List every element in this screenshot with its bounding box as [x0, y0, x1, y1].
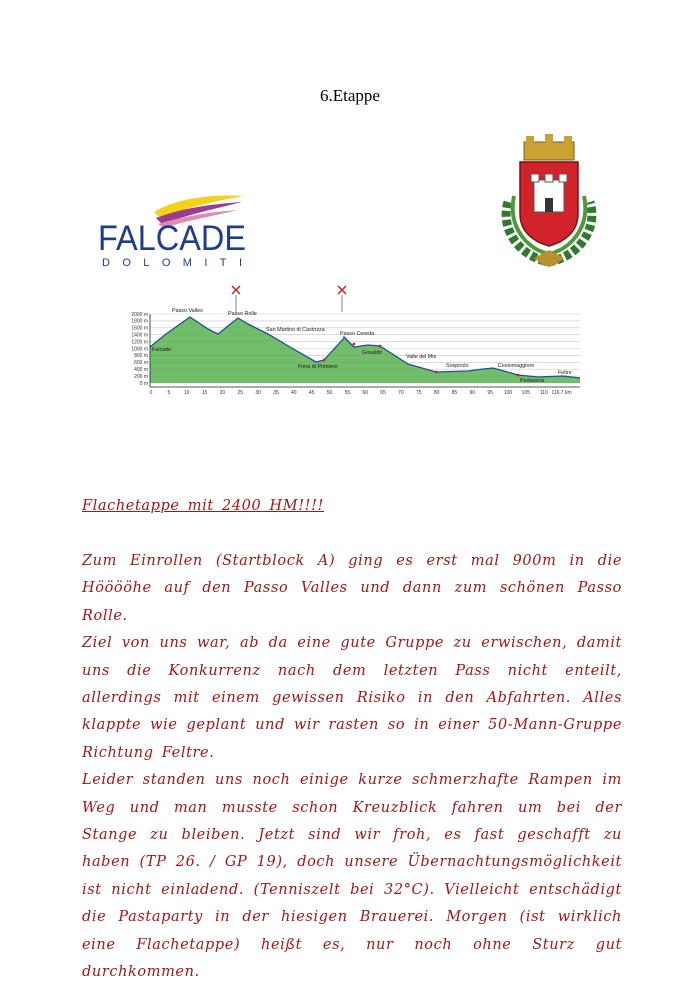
y-tick-label: 200 m — [134, 373, 148, 380]
logo-sub: DOLOMITI — [102, 257, 242, 269]
paragraph-2: Ziel von uns war, ab da eine gute Gruppe zu erwischen, damit uns die Konkurrenz nach dem letzten Pass nicht enteilt, allerdings mit einem gewissen Risiko in den Abfahrten. Alles klappte wie geplant und wir rasten so in einer 50-Mann-Gruppe Richtung Feltre. — [82, 635, 622, 761]
elevation-profile — [118, 282, 588, 400]
x-tick-label: 105 — [521, 390, 531, 396]
place-dot — [323, 359, 326, 362]
y-tick-label: 1400 m — [131, 332, 148, 339]
place-label: Gosaldo — [362, 350, 383, 356]
x-tick-label: 90 — [469, 390, 476, 396]
y-tick-label: 1600 m — [131, 325, 148, 332]
x-tick-label: 30 — [255, 390, 261, 396]
place-label: Passo Cereda — [340, 331, 375, 337]
x-tick-label: 55 — [344, 390, 351, 396]
place-label: San Martino di Castozza — [266, 327, 325, 333]
x-tick-label: 45 — [308, 390, 315, 396]
x-tick-label: 35 — [273, 390, 279, 396]
coat-of-arms-icon — [494, 132, 604, 268]
x-tick-label: 110 — [539, 390, 548, 396]
y-tick-label: 2000 m — [131, 311, 148, 318]
x-tick-label: 100 — [503, 390, 513, 396]
x-tick-label: 80 — [433, 390, 440, 396]
place-label: Passo Rolle — [228, 311, 257, 317]
x-tick-label: 15 — [201, 390, 208, 396]
logo-name: FALCADE — [98, 219, 246, 258]
place-dot — [517, 374, 520, 377]
x-tick-label: 25 — [237, 390, 244, 396]
place-label: Passo Valles — [172, 308, 203, 314]
paragraph-1: Zum Einrollen (Startblock A) ging es erst mal 900m in die Hööööhe auf den Passo Valles und dann zum schönen Passo Rolle. — [82, 553, 622, 624]
x-tick-label: 0 — [149, 390, 153, 396]
x-tick-label: 95 — [487, 390, 493, 396]
x-tick-label: 116.7 km — [551, 390, 572, 396]
x-tick-label: 65 — [380, 390, 386, 396]
subtitle: Flachetappe mit 2400 HM!!!! — [82, 498, 324, 514]
x-tick-label: 60 — [362, 390, 368, 396]
x-tick-label: 85 — [451, 390, 458, 396]
x-tick-label: 50 — [326, 390, 333, 396]
x-tick-label: 20 — [219, 390, 226, 396]
y-tick-label: 1800 m — [131, 318, 148, 325]
y-tick-label: 800 m — [134, 353, 148, 360]
place-label: Cesiomaggiore — [498, 363, 535, 369]
y-tick-label: 1000 m — [131, 346, 148, 353]
place-dot — [435, 371, 438, 374]
place-dot — [379, 345, 382, 348]
place-label: Feltre — [558, 370, 572, 376]
x-tick-label: 5 — [167, 390, 171, 396]
place-label: Pedavena — [520, 378, 545, 384]
place-label: Fiera di Primiero — [298, 364, 338, 370]
place-label: Sospirolo — [446, 363, 469, 369]
y-tick-label: 1200 m — [131, 339, 148, 346]
x-tick-label: 10 — [183, 390, 190, 396]
place-dot — [353, 343, 356, 346]
x-tick-label: 40 — [291, 390, 297, 396]
place-label: Falcade — [152, 347, 172, 353]
place-label: Valle del Mis — [406, 354, 437, 360]
page-title: 6.Etappe — [320, 86, 380, 105]
paragraph-3: Leider standen uns noch einige kurze schmerzhafte Rampen im Weg und man musste schon Kreuzblick fahren um bei der Stange zu bleiben. Jetzt sind wir froh, es fast geschafft zu haben (TP 26. / GP 19), doch unsere Übernachtungsmöglichkeit ist nicht einladend. (Tenniszelt bei 32°C). Vielleicht entschädigt die Pastaparty in der hiesigen Brauerei. Morgen (ist wirklich eine Flachetappe) heißt es, nur noch ohne Sturz gut durchkommen. — [82, 772, 622, 981]
x-tick-label: 70 — [398, 390, 404, 396]
y-tick-label: 400 m — [134, 367, 148, 373]
y-tick-label: 600 m — [134, 360, 148, 367]
x-tick-label: 75 — [415, 390, 422, 396]
y-tick-label: 0 m — [139, 380, 148, 387]
falcade-logo — [96, 190, 256, 270]
story-text — [82, 548, 622, 987]
